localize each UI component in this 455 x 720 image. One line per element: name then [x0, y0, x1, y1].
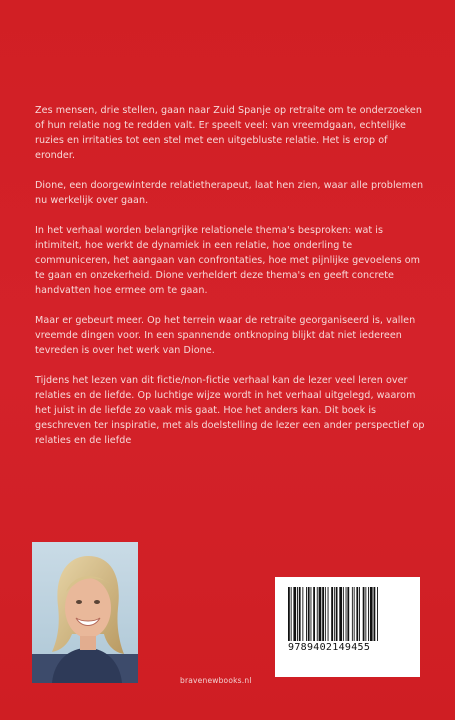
blurb-paragraph-1: Zes mensen, drie stellen, gaan naar Zuid Spanje op retraite om te onderzoeken of hun relatie nog te redden valt. Er speelt veel: van vreemdgaan, echtelijke ruzies en irritaties tot een stel met een uitgebluste relatie. Het is erop of eronder.	[35, 105, 423, 161]
barcode-panel	[275, 577, 420, 677]
blurb-paragraph-3: In het verhaal worden belangrijke relationele thema's besproken: wat is intimiteit, hoe werkt de dynamiek in een relatie, hoe onderling te communiceren, het aangaan van confrontaties, hoe met pijnlijke gevoelens om te gaan en onzekerheid. Dione verheldert deze thema's en geeft concrete handvatten hoe ermee om te gaan.	[35, 225, 421, 296]
blurb-paragraph-4: Maar er gebeurt meer. Op het terrein waar de retraite georganiseerd is, vallen vreemde dingen voor. In een spannende ontknoping blijkt dat niet iedereen tevreden is over het werk van Dione.	[35, 315, 416, 356]
barcode-icon	[288, 587, 408, 641]
author-portrait-icon	[32, 542, 138, 683]
blurb-text	[35, 103, 425, 463]
author-photo	[32, 542, 138, 683]
publisher-name: bravenewbooks.nl	[180, 676, 252, 685]
isbn-number: 9789402149455	[288, 642, 371, 653]
blurb-paragraph-2: Dione, een doorgewinterde relatietherapeut, laat hen zien, waar alle problemen nu werkelijk over gaan.	[35, 180, 424, 206]
blurb-paragraph-5: Tijdens het lezen van dit fictie/non-fictie verhaal kan de lezer veel leren over relaties en de liefde. Op luchtige wijze wordt in het verhaal uitgelegd, waarom het juist in de liefde zo vaak mis gaat. Hoe het anders kan. Dit boek is geschreven ter inspiratie, met als doelstelling de lezer een ander perspectief op relaties en de liefde	[35, 375, 425, 446]
